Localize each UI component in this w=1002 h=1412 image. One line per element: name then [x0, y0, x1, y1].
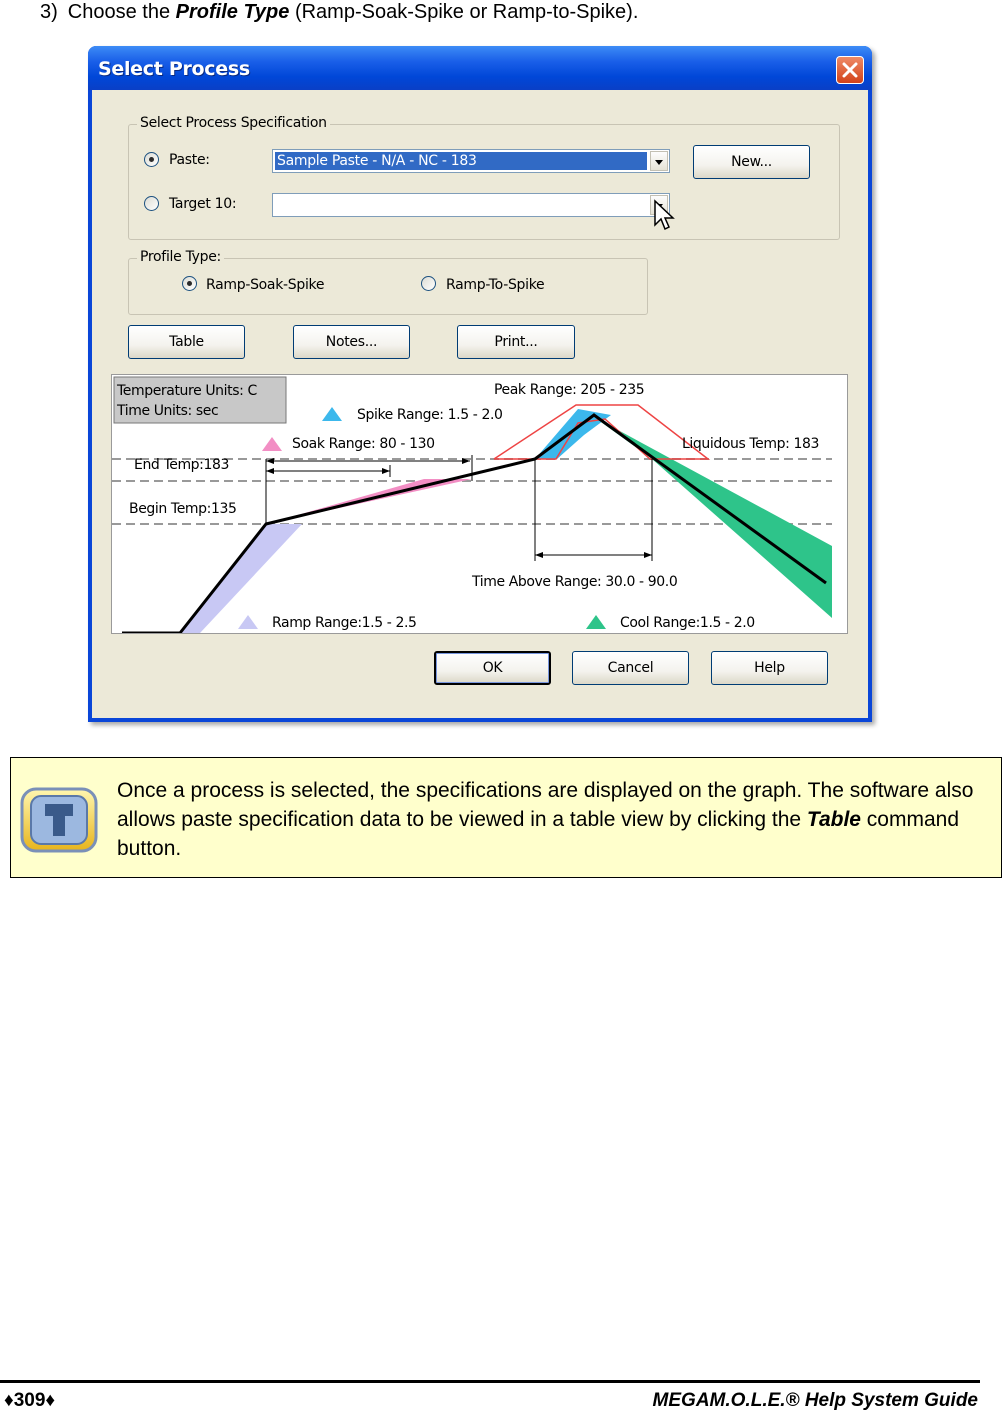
time-above-range-label: Time Above Range: 30.0 - 90.0 — [472, 574, 678, 590]
close-button[interactable] — [836, 56, 864, 84]
time-units-label: Time Units: sec — [117, 403, 219, 419]
notes-button[interactable]: Notes... — [293, 325, 410, 359]
note-emphasis: Table — [806, 808, 861, 831]
ramp-to-spike-label: Ramp-To-Spike — [446, 277, 545, 293]
target-label: Target 10: — [169, 196, 237, 212]
cancel-button[interactable]: Cancel — [572, 651, 689, 685]
help-button[interactable]: Help — [711, 651, 828, 685]
ramp-legend-icon — [238, 615, 258, 629]
note-box — [10, 757, 1002, 878]
guide-title-text: M.O.L.E.® Help System Guide — [709, 1390, 978, 1411]
paste-radio[interactable] — [144, 152, 159, 167]
ok-button[interactable]: OK — [434, 651, 551, 685]
ramp-soak-spike-label: Ramp-Soak-Spike — [206, 277, 325, 293]
paste-dropdown-button[interactable] — [650, 151, 668, 171]
print-button[interactable]: Print... — [457, 325, 575, 359]
ramp-range-label: Ramp Range:1.5 - 2.5 — [272, 615, 417, 631]
guide-title — [653, 1390, 978, 1412]
select-process-dialog — [88, 46, 872, 722]
target-combo[interactable] — [272, 193, 670, 217]
note-text-before: Once a process is selected, the specifications are displayed on the graph. The software also allows paste specification data to be viewed in a table view by clicking the — [117, 779, 974, 831]
step-number: 3) — [40, 1, 58, 23]
profile-graph — [111, 374, 848, 634]
page-number: ♦309♦ — [4, 1390, 56, 1411]
ramp-to-spike-radio[interactable] — [421, 276, 436, 291]
dialog-title: Select Process — [98, 58, 250, 80]
profile-type-groupbox — [128, 249, 648, 315]
cool-range-label: Cool Range:1.5 - 2.0 — [620, 615, 755, 631]
spec-group-legend: Select Process Specification — [137, 115, 330, 131]
spec-groupbox — [128, 115, 840, 240]
new-button[interactable]: New... — [693, 145, 810, 179]
step-text-before: Choose the — [67, 1, 176, 23]
spike-legend-icon — [322, 407, 342, 421]
paste-combo-value: Sample Paste - N/A - NC - 183 — [275, 152, 647, 170]
end-temp-label: End Temp:183 — [134, 457, 230, 473]
note-text-after: command button. — [117, 808, 960, 860]
step-emphasis: Profile Type — [175, 1, 290, 23]
ramp-soak-spike-radio[interactable] — [182, 276, 197, 291]
temperature-units-label: Temperature Units: C — [117, 383, 257, 399]
step-instruction — [40, 0, 638, 24]
note-text — [117, 776, 987, 863]
paste-label: Paste: — [169, 152, 210, 168]
dialog-titlebar — [88, 46, 872, 90]
peak-range-label: Peak Range: 205 - 235 — [494, 382, 645, 398]
paste-combo[interactable] — [272, 149, 670, 173]
target-radio[interactable] — [144, 196, 159, 211]
soak-legend-icon — [262, 437, 282, 451]
profile-graph-svg — [112, 375, 848, 634]
cool-legend-icon — [586, 615, 606, 629]
begin-temp-label: Begin Temp:135 — [129, 501, 237, 517]
tip-icon — [19, 786, 99, 856]
footer-rule — [0, 1380, 980, 1383]
mouse-pointer-icon — [653, 199, 675, 233]
step-text-after: (Ramp-Soak-Spike or Ramp-to-Spike). — [289, 1, 639, 23]
close-icon — [842, 62, 858, 78]
dialog-client-area — [92, 90, 868, 718]
table-button[interactable]: Table — [128, 325, 245, 359]
profile-group-legend: Profile Type: — [137, 249, 224, 265]
soak-range-label: Soak Range: 80 - 130 — [292, 436, 435, 452]
brand-name: MEGA — [652, 1390, 710, 1411]
peak-range-outline — [494, 405, 708, 459]
liquidous-label: Liquidous Temp: 183 — [682, 436, 820, 452]
spike-range-label: Spike Range: 1.5 - 2.0 — [357, 407, 503, 423]
